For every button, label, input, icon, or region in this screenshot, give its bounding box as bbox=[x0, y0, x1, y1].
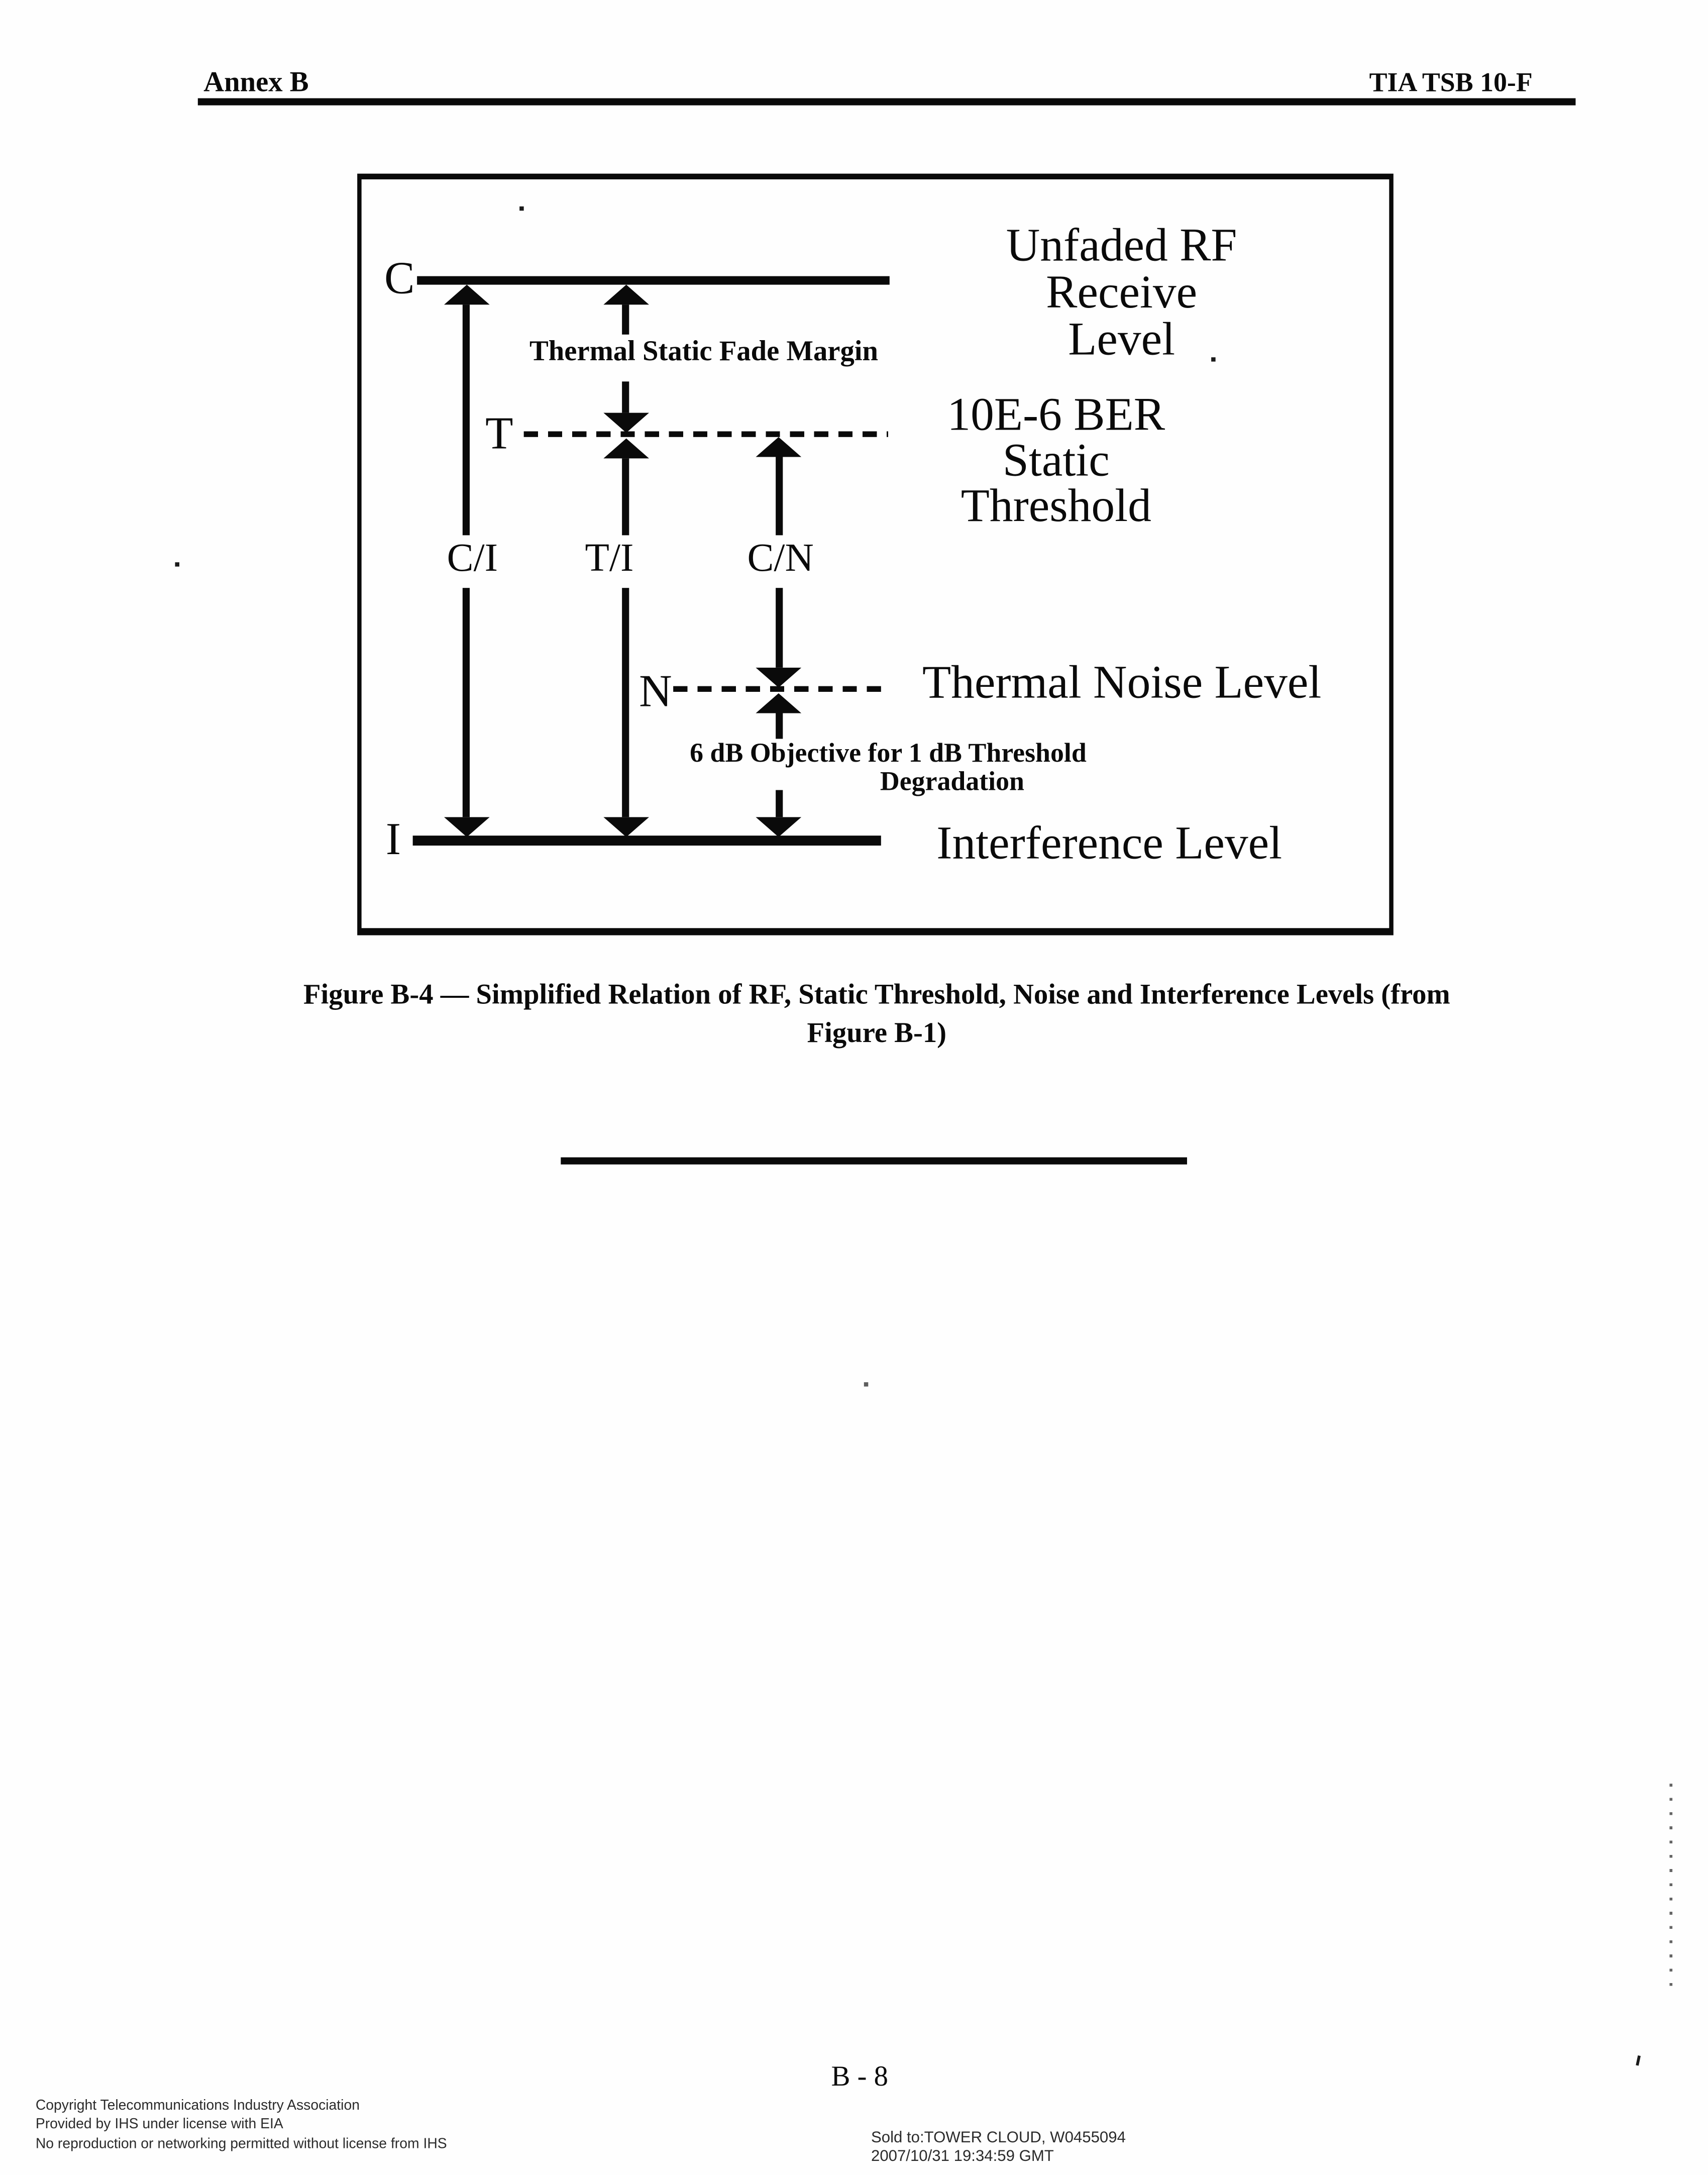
footer-sold-to-line: Sold to:TOWER CLOUD, W0455094 bbox=[871, 2129, 1126, 2147]
objective-shaft-lower bbox=[776, 790, 783, 817]
objective-line1: 6 dB Objective for 1 dB Threshold bbox=[690, 739, 1087, 769]
scan-speck bbox=[175, 562, 179, 566]
arrowhead-down-icon bbox=[756, 817, 801, 837]
unfaded-rf-label bbox=[928, 221, 1315, 366]
footer-provided-line: Provided by IHS under license with EIA bbox=[35, 2117, 283, 2133]
arrowhead-up-icon bbox=[603, 439, 649, 459]
header-annex-label: Annex B bbox=[203, 67, 309, 98]
footer-sale-block bbox=[871, 2130, 1126, 2167]
cn-ratio-label: C/N bbox=[747, 537, 814, 581]
i-level-line bbox=[413, 836, 881, 846]
header-rule bbox=[198, 98, 1576, 105]
unfaded-rf-line2: Level bbox=[1068, 315, 1176, 366]
t-level-dashed-line bbox=[524, 431, 888, 437]
cn-arrow-shaft-lower bbox=[776, 588, 783, 668]
fade-margin-shaft-upper bbox=[622, 304, 629, 334]
level-label-n: N bbox=[639, 665, 672, 716]
ci-arrow-shaft-lower bbox=[463, 588, 470, 817]
figure-caption-line2: Figure B-1) bbox=[807, 1017, 947, 1050]
arrowhead-down-icon bbox=[603, 817, 649, 837]
objective-line2: Degradation bbox=[880, 767, 1025, 797]
n-level-dashed-line bbox=[673, 686, 881, 692]
figure-caption-line1: Figure B-4 — Simplified Relation of RF, Static Threshold, Noise and Interference Levels (from bbox=[303, 979, 1450, 1011]
arrowhead-down-icon bbox=[756, 668, 801, 688]
fade-margin-shaft-lower bbox=[622, 381, 629, 412]
ber-threshold-label bbox=[892, 390, 1220, 533]
level-label-t: T bbox=[485, 407, 513, 459]
arrowhead-down-icon bbox=[603, 413, 649, 433]
footer-reproduction-line: No reproduction or networking permitted without license from IHS bbox=[35, 2136, 447, 2152]
thermal-noise-label: Thermal Noise Level bbox=[922, 657, 1322, 709]
objective-shaft-upper bbox=[776, 713, 783, 739]
ber-threshold-line2: Threshold bbox=[960, 481, 1151, 533]
arrowhead-up-icon bbox=[756, 437, 801, 457]
scan-speck bbox=[864, 1382, 869, 1386]
section-divider-rule bbox=[561, 1157, 1187, 1164]
arrowhead-up-icon bbox=[444, 285, 490, 305]
ber-threshold-line1: 10E-6 BER Static bbox=[947, 390, 1165, 487]
fade-margin-label: Thermal Static Fade Margin bbox=[529, 336, 879, 367]
cn-arrow-shaft-upper bbox=[776, 457, 783, 535]
scan-artifact bbox=[1636, 2055, 1641, 2066]
interference-label: Interference Level bbox=[936, 818, 1283, 870]
level-label-i: I bbox=[385, 812, 401, 864]
scan-noise-column bbox=[1669, 1784, 1672, 1986]
arrowhead-up-icon bbox=[756, 693, 801, 713]
level-label-c: C bbox=[384, 252, 415, 303]
figure-caption bbox=[222, 977, 1532, 1054]
header-doc-number: TIA TSB 10-F bbox=[1369, 68, 1533, 98]
c-level-line bbox=[417, 276, 890, 285]
unfaded-rf-line1: Unfaded RF Receive bbox=[1006, 221, 1237, 319]
arrowhead-down-icon bbox=[444, 817, 490, 837]
ci-arrow-shaft-upper bbox=[463, 304, 470, 535]
ti-arrow-shaft-lower bbox=[622, 588, 629, 817]
footer-copyright-line: Copyright Telecommunications Industry Association bbox=[35, 2098, 360, 2114]
footer-license-block bbox=[36, 2097, 447, 2153]
scan-speck bbox=[519, 206, 523, 211]
figure-frame bbox=[357, 174, 1394, 936]
ti-arrow-shaft-upper bbox=[622, 458, 629, 535]
arrowhead-up-icon bbox=[603, 285, 649, 305]
figure-canvas bbox=[362, 179, 1390, 928]
ci-ratio-label: C/I bbox=[447, 537, 498, 581]
footer-timestamp-line: 2007/10/31 19:34:59 GMT bbox=[871, 2148, 1054, 2165]
ti-ratio-label: T/I bbox=[585, 537, 634, 581]
page-number: B - 8 bbox=[831, 2061, 888, 2093]
